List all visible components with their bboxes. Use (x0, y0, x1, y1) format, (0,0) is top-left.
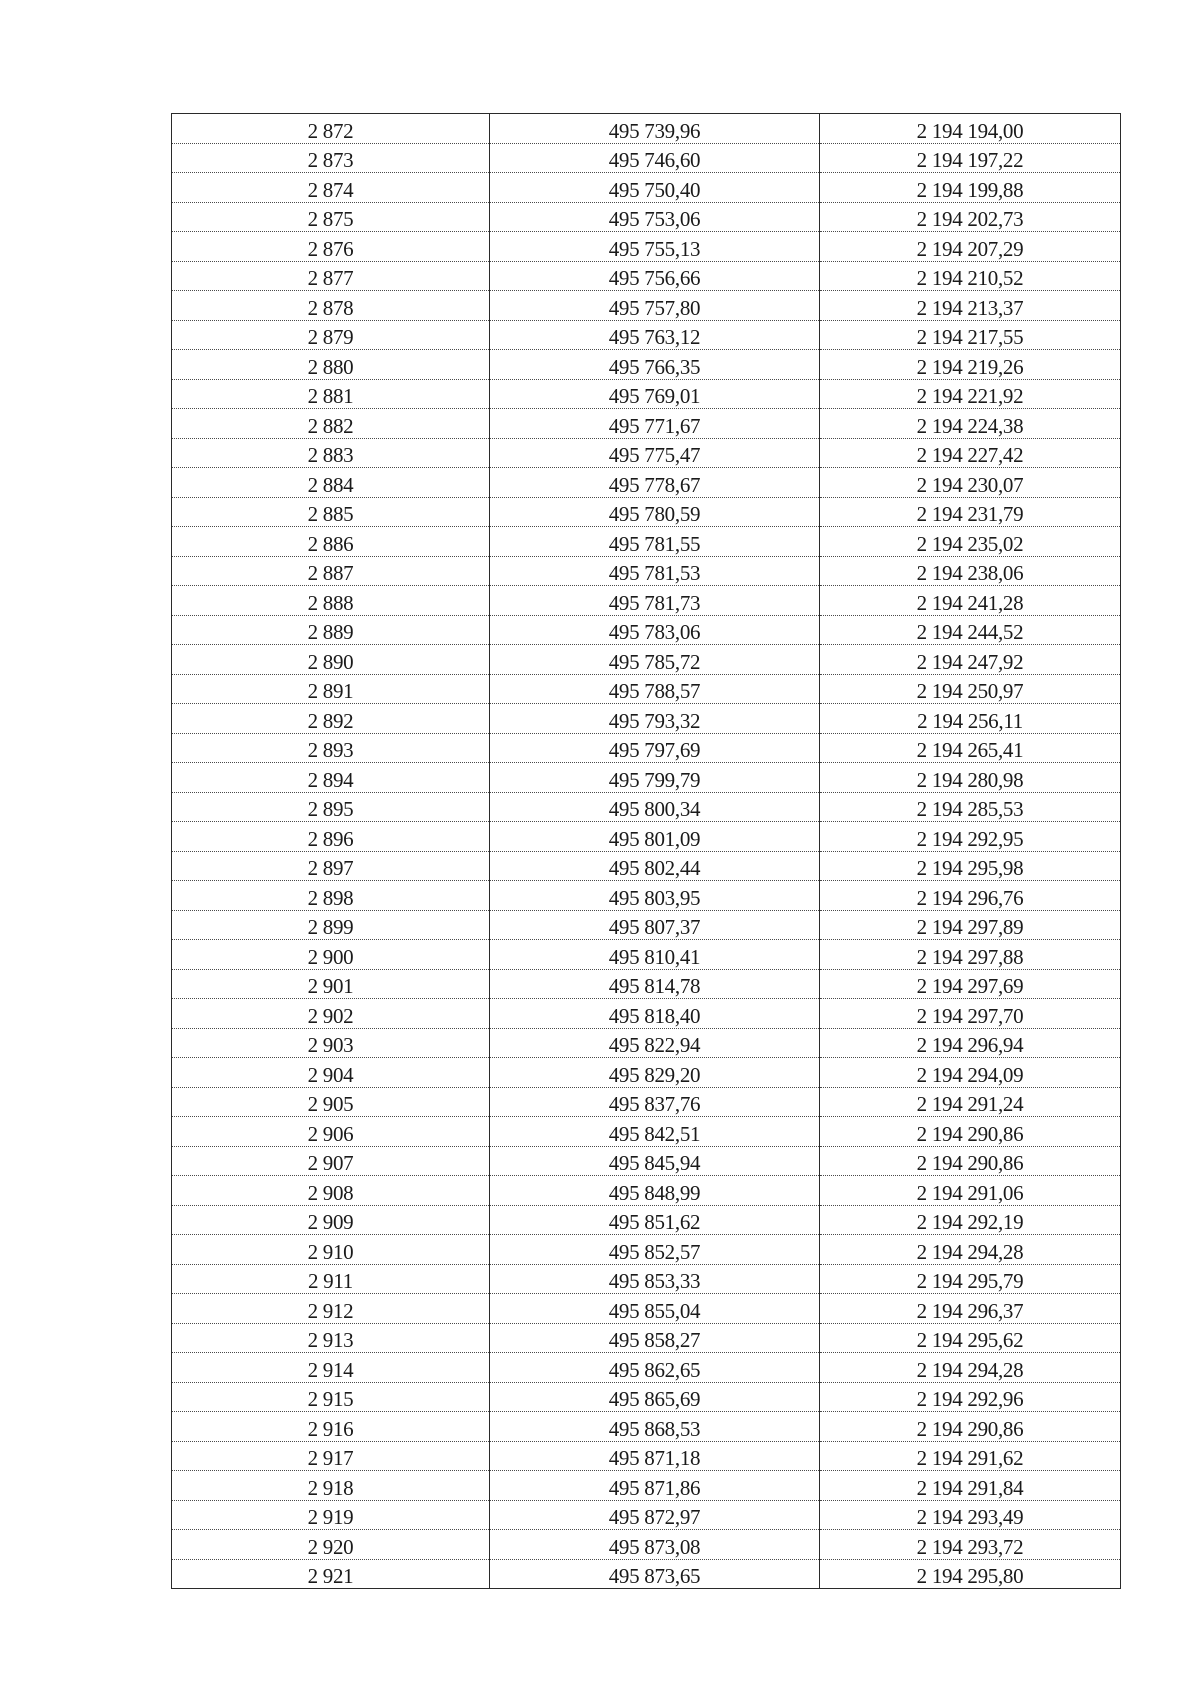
table-row (172, 1264, 1121, 1294)
x-coordinate-cell: 495 778,67 (490, 468, 820, 498)
y-coordinate-cell: 2 194 224,38 (820, 409, 1121, 439)
x-coordinate-cell: 495 865,69 (490, 1382, 820, 1412)
table-row (172, 1471, 1121, 1501)
y-coordinate-cell: 2 194 221,92 (820, 379, 1121, 409)
x-coordinate-cell: 495 750,40 (490, 173, 820, 203)
x-coordinate-cell: 495 781,55 (490, 527, 820, 557)
x-coordinate-cell: 495 818,40 (490, 999, 820, 1029)
y-coordinate-cell: 2 194 295,80 (820, 1559, 1121, 1589)
point-number-cell: 2 897 (172, 851, 490, 881)
point-number-cell: 2 885 (172, 497, 490, 527)
x-coordinate-cell: 495 822,94 (490, 1028, 820, 1058)
point-number-cell: 2 901 (172, 969, 490, 999)
point-number-cell: 2 900 (172, 940, 490, 970)
x-coordinate-cell: 495 788,57 (490, 674, 820, 704)
y-coordinate-cell: 2 194 230,07 (820, 468, 1121, 498)
x-coordinate-cell: 495 814,78 (490, 969, 820, 999)
point-number-cell: 2 874 (172, 173, 490, 203)
x-coordinate-cell: 495 871,86 (490, 1471, 820, 1501)
y-coordinate-cell: 2 194 213,37 (820, 291, 1121, 321)
x-coordinate-cell: 495 801,09 (490, 822, 820, 852)
point-number-cell: 2 895 (172, 792, 490, 822)
point-number-cell: 2 883 (172, 438, 490, 468)
x-coordinate-cell: 495 780,59 (490, 497, 820, 527)
y-coordinate-cell: 2 194 296,94 (820, 1028, 1121, 1058)
point-number-cell: 2 881 (172, 379, 490, 409)
x-coordinate-cell: 495 781,73 (490, 586, 820, 616)
point-number-cell: 2 905 (172, 1087, 490, 1117)
y-coordinate-cell: 2 194 290,86 (820, 1146, 1121, 1176)
x-coordinate-cell: 495 781,53 (490, 556, 820, 586)
x-coordinate-cell: 495 797,69 (490, 733, 820, 763)
y-coordinate-cell: 2 194 231,79 (820, 497, 1121, 527)
y-coordinate-cell: 2 194 210,52 (820, 261, 1121, 291)
x-coordinate-cell: 495 766,35 (490, 350, 820, 380)
y-coordinate-cell: 2 194 294,28 (820, 1353, 1121, 1383)
y-coordinate-cell: 2 194 290,86 (820, 1117, 1121, 1147)
x-coordinate-cell: 495 810,41 (490, 940, 820, 970)
coordinates-table-body (172, 114, 1121, 1589)
table-row (172, 763, 1121, 793)
y-coordinate-cell: 2 194 290,86 (820, 1412, 1121, 1442)
y-coordinate-cell: 2 194 293,49 (820, 1500, 1121, 1530)
point-number-cell: 2 911 (172, 1264, 490, 1294)
table-row (172, 1441, 1121, 1471)
point-number-cell: 2 894 (172, 763, 490, 793)
x-coordinate-cell: 495 756,66 (490, 261, 820, 291)
y-coordinate-cell: 2 194 227,42 (820, 438, 1121, 468)
y-coordinate-cell: 2 194 217,55 (820, 320, 1121, 350)
table-row (172, 1559, 1121, 1589)
point-number-cell: 2 875 (172, 202, 490, 232)
point-number-cell: 2 915 (172, 1382, 490, 1412)
y-coordinate-cell: 2 194 235,02 (820, 527, 1121, 557)
table-row (172, 1294, 1121, 1324)
x-coordinate-cell: 495 800,34 (490, 792, 820, 822)
y-coordinate-cell: 2 194 280,98 (820, 763, 1121, 793)
y-coordinate-cell: 2 194 202,73 (820, 202, 1121, 232)
point-number-cell: 2 896 (172, 822, 490, 852)
x-coordinate-cell: 495 757,80 (490, 291, 820, 321)
table-row (172, 527, 1121, 557)
x-coordinate-cell: 495 807,37 (490, 910, 820, 940)
x-coordinate-cell: 495 775,47 (490, 438, 820, 468)
point-number-cell: 2 899 (172, 910, 490, 940)
table-row (172, 1323, 1121, 1353)
table-row (172, 881, 1121, 911)
point-number-cell: 2 890 (172, 645, 490, 675)
x-coordinate-cell: 495 793,32 (490, 704, 820, 734)
point-number-cell: 2 889 (172, 615, 490, 645)
table-row (172, 379, 1121, 409)
table-row (172, 586, 1121, 616)
x-coordinate-cell: 495 862,65 (490, 1353, 820, 1383)
y-coordinate-cell: 2 194 247,92 (820, 645, 1121, 675)
point-number-cell: 2 903 (172, 1028, 490, 1058)
table-row (172, 202, 1121, 232)
table-row (172, 1028, 1121, 1058)
table-row (172, 497, 1121, 527)
x-coordinate-cell: 495 868,53 (490, 1412, 820, 1442)
y-coordinate-cell: 2 194 291,84 (820, 1471, 1121, 1501)
y-coordinate-cell: 2 194 285,53 (820, 792, 1121, 822)
x-coordinate-cell: 495 858,27 (490, 1323, 820, 1353)
point-number-cell: 2 884 (172, 468, 490, 498)
x-coordinate-cell: 495 829,20 (490, 1058, 820, 1088)
x-coordinate-cell: 495 842,51 (490, 1117, 820, 1147)
y-coordinate-cell: 2 194 197,22 (820, 143, 1121, 173)
table-row (172, 704, 1121, 734)
x-coordinate-cell: 495 755,13 (490, 232, 820, 262)
table-row (172, 910, 1121, 940)
y-coordinate-cell: 2 194 297,70 (820, 999, 1121, 1029)
point-number-cell: 2 906 (172, 1117, 490, 1147)
y-coordinate-cell: 2 194 219,26 (820, 350, 1121, 380)
table-row (172, 114, 1121, 144)
point-number-cell: 2 876 (172, 232, 490, 262)
y-coordinate-cell: 2 194 244,52 (820, 615, 1121, 645)
point-number-cell: 2 902 (172, 999, 490, 1029)
table-row (172, 173, 1121, 203)
x-coordinate-cell: 495 873,08 (490, 1530, 820, 1560)
x-coordinate-cell: 495 746,60 (490, 143, 820, 173)
table-row (172, 1500, 1121, 1530)
table-row (172, 438, 1121, 468)
y-coordinate-cell: 2 194 296,37 (820, 1294, 1121, 1324)
x-coordinate-cell: 495 771,67 (490, 409, 820, 439)
point-number-cell: 2 917 (172, 1441, 490, 1471)
table-row (172, 1205, 1121, 1235)
point-number-cell: 2 877 (172, 261, 490, 291)
x-coordinate-cell: 495 852,57 (490, 1235, 820, 1265)
x-coordinate-cell: 495 769,01 (490, 379, 820, 409)
point-number-cell: 2 891 (172, 674, 490, 704)
y-coordinate-cell: 2 194 297,89 (820, 910, 1121, 940)
table-row (172, 143, 1121, 173)
table-row (172, 468, 1121, 498)
point-number-cell: 2 918 (172, 1471, 490, 1501)
point-number-cell: 2 873 (172, 143, 490, 173)
x-coordinate-cell: 495 848,99 (490, 1176, 820, 1206)
point-number-cell: 2 892 (172, 704, 490, 734)
table-row (172, 645, 1121, 675)
y-coordinate-cell: 2 194 291,62 (820, 1441, 1121, 1471)
y-coordinate-cell: 2 194 297,69 (820, 969, 1121, 999)
table-row (172, 615, 1121, 645)
point-number-cell: 2 914 (172, 1353, 490, 1383)
point-number-cell: 2 913 (172, 1323, 490, 1353)
y-coordinate-cell: 2 194 294,28 (820, 1235, 1121, 1265)
x-coordinate-cell: 495 783,06 (490, 615, 820, 645)
table-row (172, 556, 1121, 586)
table-row (172, 1087, 1121, 1117)
x-coordinate-cell: 495 872,97 (490, 1500, 820, 1530)
point-number-cell: 2 880 (172, 350, 490, 380)
table-row (172, 1530, 1121, 1560)
table-row (172, 1117, 1121, 1147)
table-row (172, 350, 1121, 380)
point-number-cell: 2 919 (172, 1500, 490, 1530)
table-row (172, 291, 1121, 321)
x-coordinate-cell: 495 763,12 (490, 320, 820, 350)
table-row (172, 674, 1121, 704)
x-coordinate-cell: 495 802,44 (490, 851, 820, 881)
table-row (172, 320, 1121, 350)
x-coordinate-cell: 495 845,94 (490, 1146, 820, 1176)
y-coordinate-cell: 2 194 292,96 (820, 1382, 1121, 1412)
table-row (172, 1353, 1121, 1383)
x-coordinate-cell: 495 873,65 (490, 1559, 820, 1589)
table-row (172, 1412, 1121, 1442)
point-number-cell: 2 893 (172, 733, 490, 763)
point-number-cell: 2 916 (172, 1412, 490, 1442)
point-number-cell: 2 879 (172, 320, 490, 350)
x-coordinate-cell: 495 739,96 (490, 114, 820, 144)
x-coordinate-cell: 495 871,18 (490, 1441, 820, 1471)
point-number-cell: 2 888 (172, 586, 490, 616)
y-coordinate-cell: 2 194 294,09 (820, 1058, 1121, 1088)
x-coordinate-cell: 495 799,79 (490, 763, 820, 793)
table-row (172, 409, 1121, 439)
y-coordinate-cell: 2 194 293,72 (820, 1530, 1121, 1560)
table-row (172, 851, 1121, 881)
x-coordinate-cell: 495 753,06 (490, 202, 820, 232)
point-number-cell: 2 910 (172, 1235, 490, 1265)
y-coordinate-cell: 2 194 295,62 (820, 1323, 1121, 1353)
x-coordinate-cell: 495 855,04 (490, 1294, 820, 1324)
point-number-cell: 2 907 (172, 1146, 490, 1176)
y-coordinate-cell: 2 194 296,76 (820, 881, 1121, 911)
table-row (172, 733, 1121, 763)
table-row (172, 969, 1121, 999)
table-row (172, 1382, 1121, 1412)
y-coordinate-cell: 2 194 241,28 (820, 586, 1121, 616)
table-row (172, 1235, 1121, 1265)
y-coordinate-cell: 2 194 265,41 (820, 733, 1121, 763)
point-number-cell: 2 882 (172, 409, 490, 439)
y-coordinate-cell: 2 194 295,98 (820, 851, 1121, 881)
table-row (172, 792, 1121, 822)
table-row (172, 822, 1121, 852)
point-number-cell: 2 898 (172, 881, 490, 911)
table-row (172, 1058, 1121, 1088)
table-row (172, 940, 1121, 970)
point-number-cell: 2 920 (172, 1530, 490, 1560)
y-coordinate-cell: 2 194 194,00 (820, 114, 1121, 144)
y-coordinate-cell: 2 194 292,95 (820, 822, 1121, 852)
x-coordinate-cell: 495 837,76 (490, 1087, 820, 1117)
coordinates-table (171, 113, 1121, 1589)
y-coordinate-cell: 2 194 238,06 (820, 556, 1121, 586)
table-row (172, 232, 1121, 262)
x-coordinate-cell: 495 851,62 (490, 1205, 820, 1235)
point-number-cell: 2 886 (172, 527, 490, 557)
y-coordinate-cell: 2 194 256,11 (820, 704, 1121, 734)
y-coordinate-cell: 2 194 291,06 (820, 1176, 1121, 1206)
y-coordinate-cell: 2 194 199,88 (820, 173, 1121, 203)
point-number-cell: 2 872 (172, 114, 490, 144)
point-number-cell: 2 904 (172, 1058, 490, 1088)
point-number-cell: 2 921 (172, 1559, 490, 1589)
table-row (172, 1176, 1121, 1206)
table-row (172, 261, 1121, 291)
y-coordinate-cell: 2 194 292,19 (820, 1205, 1121, 1235)
y-coordinate-cell: 2 194 291,24 (820, 1087, 1121, 1117)
point-number-cell: 2 912 (172, 1294, 490, 1324)
point-number-cell: 2 908 (172, 1176, 490, 1206)
y-coordinate-cell: 2 194 207,29 (820, 232, 1121, 262)
x-coordinate-cell: 495 803,95 (490, 881, 820, 911)
x-coordinate-cell: 495 785,72 (490, 645, 820, 675)
y-coordinate-cell: 2 194 250,97 (820, 674, 1121, 704)
point-number-cell: 2 887 (172, 556, 490, 586)
point-number-cell: 2 878 (172, 291, 490, 321)
y-coordinate-cell: 2 194 295,79 (820, 1264, 1121, 1294)
point-number-cell: 2 909 (172, 1205, 490, 1235)
table-row (172, 1146, 1121, 1176)
x-coordinate-cell: 495 853,33 (490, 1264, 820, 1294)
y-coordinate-cell: 2 194 297,88 (820, 940, 1121, 970)
table-row (172, 999, 1121, 1029)
